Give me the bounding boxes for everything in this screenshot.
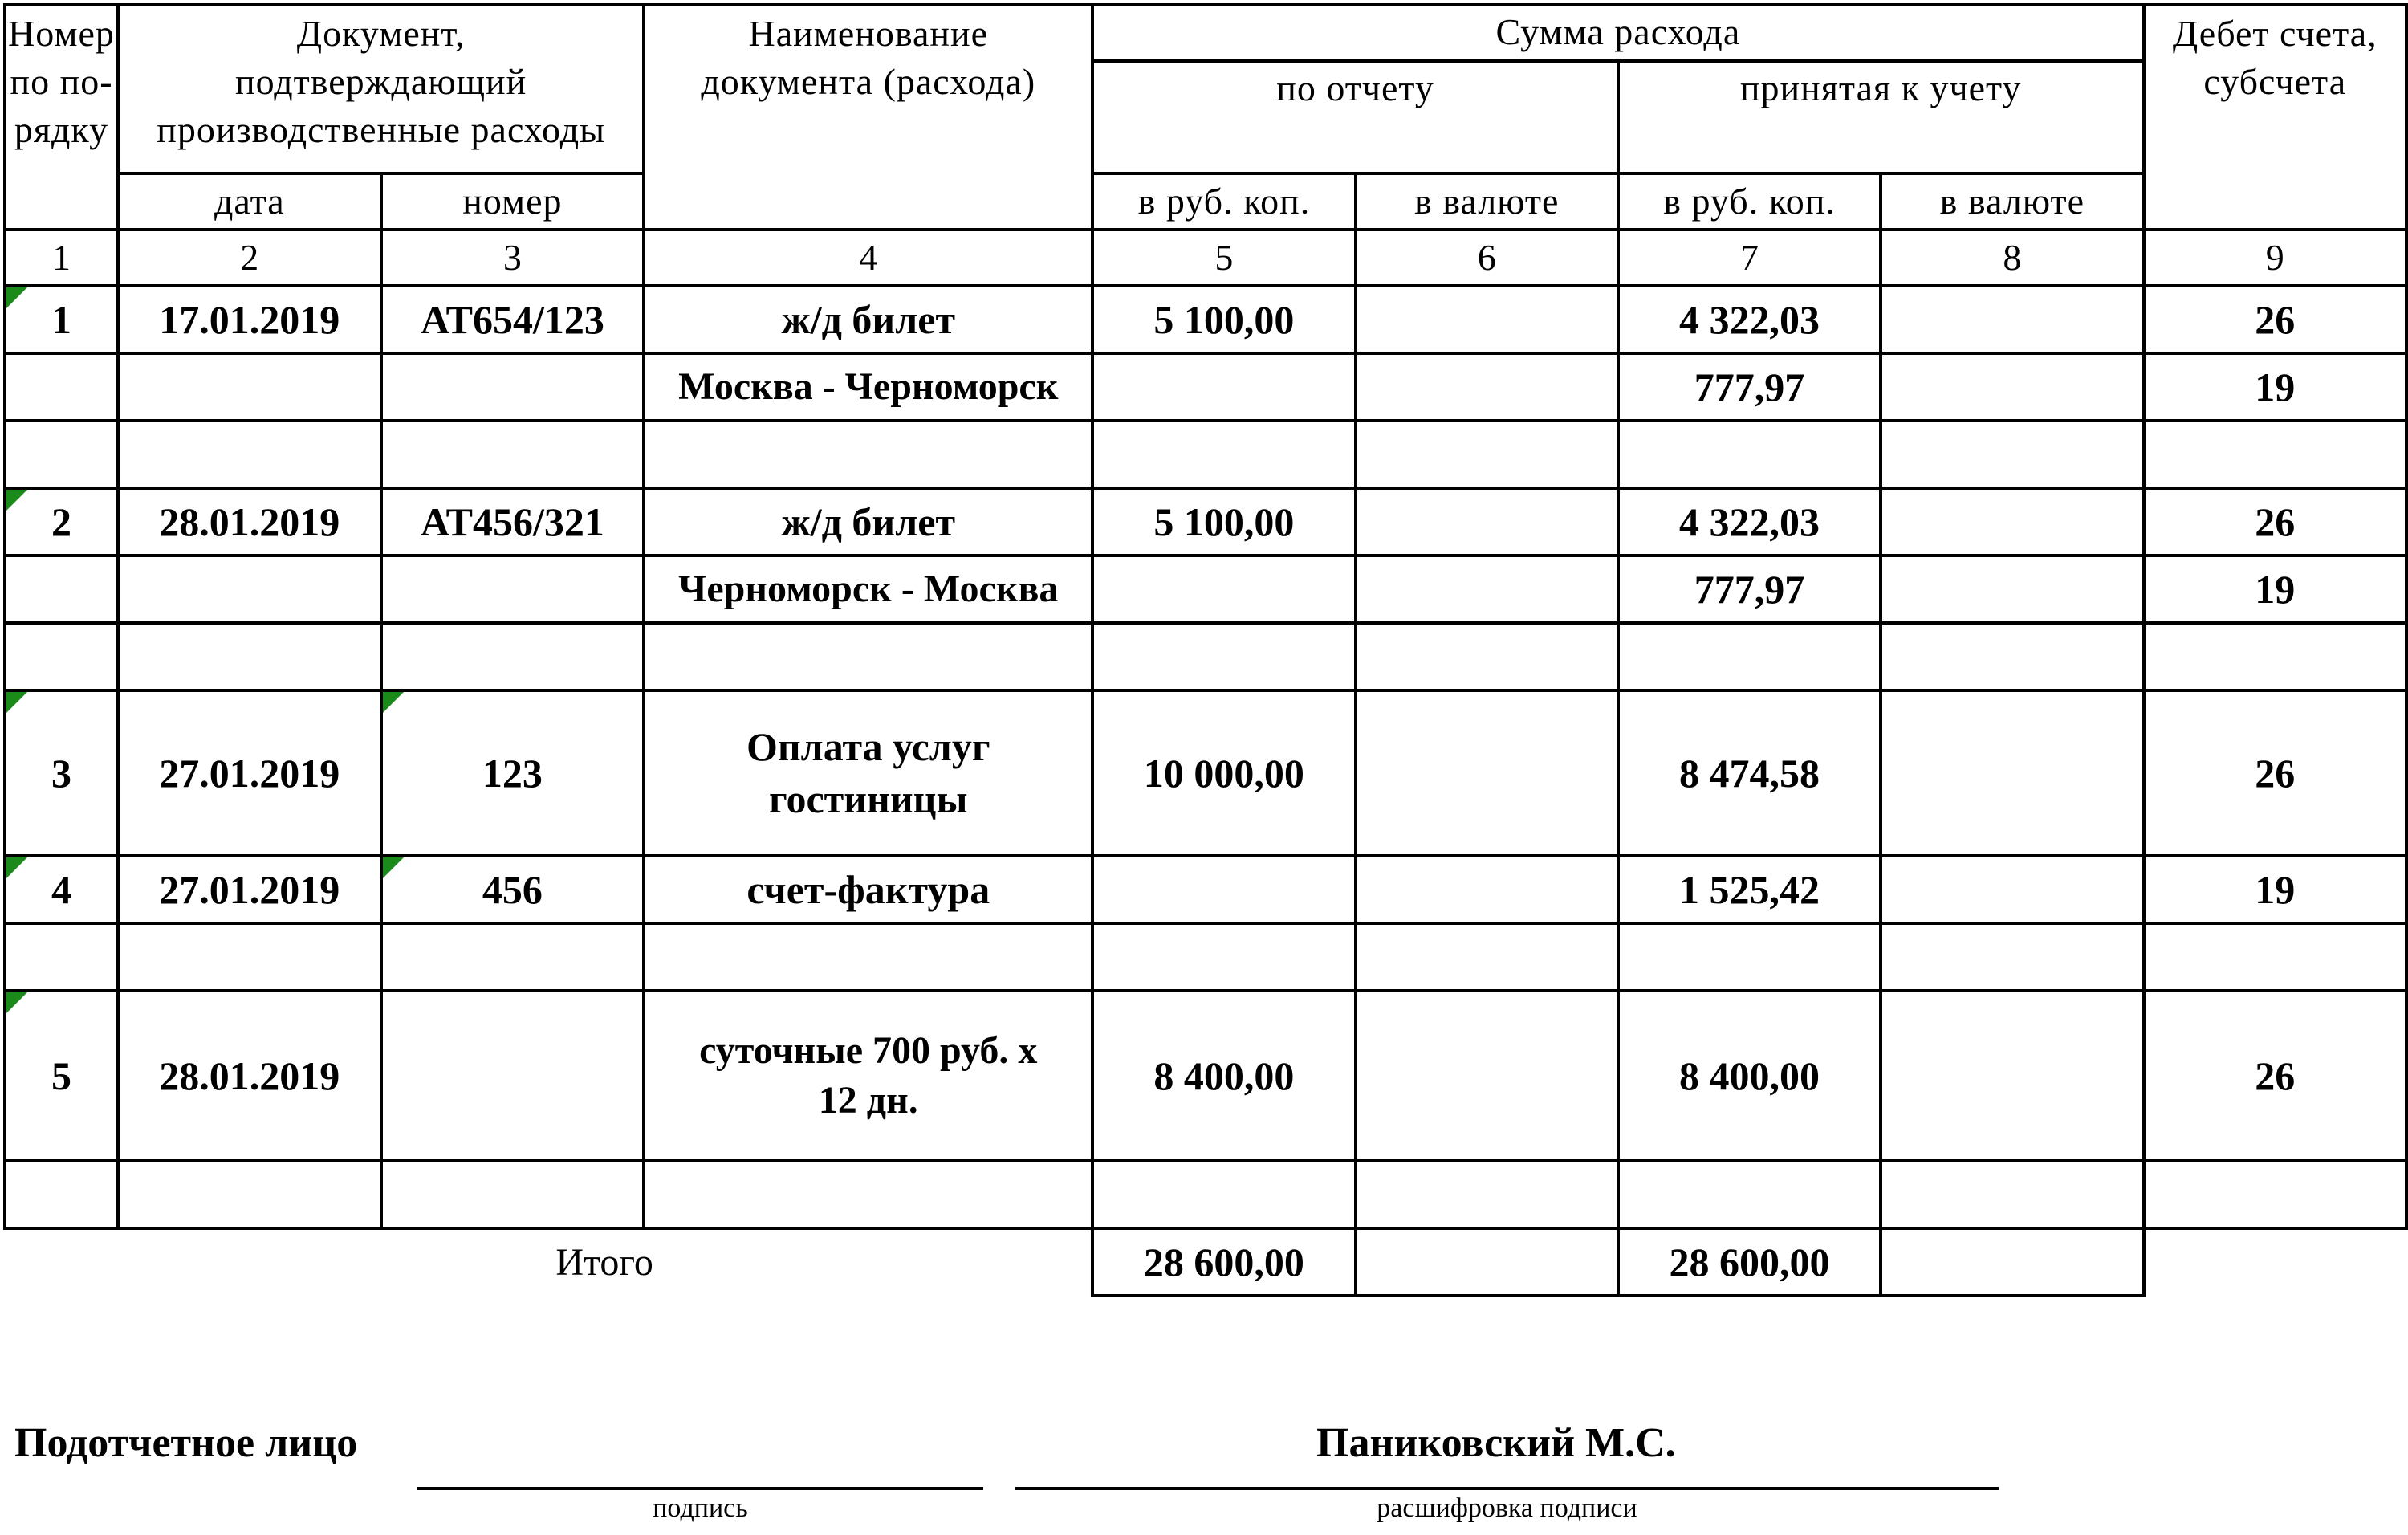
cell-date [118, 421, 381, 488]
cell-date [118, 623, 381, 690]
cell-accepted-currency [1881, 1161, 2143, 1228]
cell-date: 27.01.2019 [118, 690, 381, 856]
cell-row-number [5, 556, 118, 623]
totals-spacer [2144, 1228, 2406, 1296]
cell-report-rub [1092, 923, 1355, 991]
header-accepted: принятая к учету [1618, 61, 2144, 173]
note-marker-icon [383, 692, 404, 713]
cell-date: 28.01.2019 [118, 991, 381, 1161]
note-marker-icon [6, 692, 27, 713]
cell-accepted-currency [1881, 856, 2143, 923]
cell-doc-number [381, 991, 645, 1161]
cell-row-number-text: 1 [51, 297, 71, 342]
cell-accepted-currency [1881, 286, 2143, 353]
table-row [5, 991, 2406, 1161]
cell-report-rub [1092, 353, 1355, 421]
cell-doc-number [381, 1161, 645, 1228]
note-marker-icon [6, 857, 27, 878]
cell-report-rub: 5 100,00 [1092, 488, 1355, 556]
cell-doc-name: ж/д билет [644, 286, 1092, 353]
column-number: 1 [5, 230, 118, 286]
cell-accepted-rub [1618, 421, 1881, 488]
column-number: 4 [644, 230, 1092, 286]
cell-report-currency [1356, 421, 1618, 488]
header-sum-group: Сумма расхода [1092, 5, 2143, 61]
cell-row-number [5, 421, 118, 488]
header-debit-line-2: субсчета [2203, 60, 2347, 102]
cell-doc-number [381, 556, 645, 623]
cell-accepted-rub: 1 525,42 [1618, 856, 1881, 923]
cell-doc-name: ж/д билет [644, 488, 1092, 556]
cell-doc-number [381, 690, 645, 856]
cell-row-number [5, 623, 118, 690]
header-document-group [118, 5, 644, 173]
cell-doc-name: счет-фактура [644, 856, 1092, 923]
cell-report-rub [1092, 421, 1355, 488]
signature-line [417, 1487, 983, 1490]
cell-debit: 26 [2144, 488, 2406, 556]
cell-doc-number [381, 421, 645, 488]
table-row [5, 856, 2406, 923]
cell-report-currency [1356, 623, 1618, 690]
cell-row-number [5, 991, 118, 1161]
cell-accepted-currency [1881, 923, 2143, 991]
cell-debit [2144, 421, 2406, 488]
header-doc-date: дата [118, 173, 381, 230]
signature-decode-line [1015, 1487, 1999, 1490]
header-document-line-3: производственные расходы [157, 108, 606, 150]
cell-debit: 26 [2144, 690, 2406, 856]
cell-debit: 26 [2144, 991, 2406, 1161]
header-doc-number: номер [381, 173, 645, 230]
cell-row-number [5, 488, 118, 556]
table-row [5, 488, 2406, 556]
cell-report-currency [1356, 991, 1618, 1161]
cell-doc-number [381, 923, 645, 991]
cell-doc-name [644, 623, 1092, 690]
totals-report-currency [1356, 1228, 1618, 1296]
cell-date [118, 1161, 381, 1228]
column-number: 6 [1356, 230, 1618, 286]
cell-doc-name [644, 923, 1092, 991]
cell-doc-name [644, 690, 1092, 856]
cell-accepted-currency [1881, 488, 2143, 556]
cell-report-rub [1092, 556, 1355, 623]
cell-debit: 19 [2144, 556, 2406, 623]
table-row [5, 556, 2406, 623]
table-row [5, 353, 2406, 421]
header-document-line-1: Документ, [296, 13, 466, 54]
cell-debit: 26 [2144, 286, 2406, 353]
cell-accepted-rub: 777,97 [1618, 353, 1881, 421]
cell-row-number [5, 690, 118, 856]
cell-report-currency [1356, 556, 1618, 623]
cell-accepted-currency [1881, 556, 2143, 623]
cell-report-currency [1356, 353, 1618, 421]
expense-table [3, 3, 2408, 1297]
table-row [5, 690, 2406, 856]
cell-report-rub [1092, 623, 1355, 690]
cell-doc-name [644, 991, 1092, 1161]
header-document-line-2: подтверждающий [234, 60, 527, 102]
column-number: 3 [381, 230, 645, 286]
totals-spacer [5, 1228, 118, 1296]
cell-accepted-rub: 777,97 [1618, 556, 1881, 623]
header-name-line-1: Наименование [748, 13, 989, 54]
totals-accepted-rub: 28 600,00 [1618, 1228, 1881, 1296]
header-name-line-2: документа (расхода) [701, 60, 1036, 102]
totals-label: Итого [555, 1241, 653, 1285]
cell-doc-name-line-1: суточные 700 руб. х [699, 1028, 1038, 1072]
totals-accepted-currency [1881, 1228, 2143, 1296]
cell-report-currency [1356, 286, 1618, 353]
cell-doc-name [644, 1161, 1092, 1228]
cell-row-number [5, 1161, 118, 1228]
cell-date [118, 556, 381, 623]
note-marker-icon [6, 490, 27, 511]
cell-accepted-rub [1618, 923, 1881, 991]
cell-row-number-text: 5 [51, 1053, 71, 1098]
cell-date: 27.01.2019 [118, 856, 381, 923]
cell-row-number-text: 4 [51, 867, 71, 912]
table-row [5, 923, 2406, 991]
header-report-rub: в руб. коп. [1092, 173, 1355, 230]
cell-accepted-currency [1881, 353, 2143, 421]
header-row-number-line-1: Номер [8, 13, 115, 54]
cell-doc-number: АТ654/123 [381, 286, 645, 353]
header-row-bottom [5, 173, 2406, 230]
accountable-person-label: Подотчетное лицо [14, 1420, 358, 1466]
cell-doc-name-line-1: Оплата услуг [746, 724, 990, 769]
column-number: 8 [1881, 230, 2143, 286]
cell-report-currency [1356, 690, 1618, 856]
cell-doc-name [644, 421, 1092, 488]
column-number: 7 [1618, 230, 1881, 286]
cell-doc-name: Москва - Черноморск [644, 353, 1092, 421]
cell-date [118, 353, 381, 421]
cell-debit: 19 [2144, 353, 2406, 421]
cell-row-number [5, 856, 118, 923]
cell-report-currency [1356, 856, 1618, 923]
cell-row-number [5, 923, 118, 991]
signature-decode-caption: расшифровка подписи [1377, 1493, 1637, 1523]
cell-accepted-currency [1881, 991, 2143, 1161]
note-marker-icon [6, 287, 27, 308]
accountable-person-name: Паниковский М.С. [1316, 1420, 1676, 1466]
table-row [5, 1161, 2406, 1228]
header-document-name [644, 5, 1092, 230]
cell-accepted-rub: 4 322,03 [1618, 286, 1881, 353]
cell-date [118, 923, 381, 991]
header-debit-line-1: Дебет счета, [2172, 13, 2377, 54]
cell-row-number [5, 353, 118, 421]
cell-doc-number-text: 123 [482, 751, 543, 796]
cell-accepted-currency [1881, 690, 2143, 856]
table-row [5, 623, 2406, 690]
header-debit [2144, 5, 2406, 230]
cell-row-number-text: 2 [51, 499, 71, 544]
note-marker-icon [6, 992, 27, 1013]
cell-doc-number: АТ456/321 [381, 488, 645, 556]
cell-debit [2144, 1161, 2406, 1228]
header-by-report: по отчету [1092, 61, 1618, 173]
cell-report-currency [1356, 488, 1618, 556]
cell-accepted-currency [1881, 623, 2143, 690]
cell-doc-number [381, 856, 645, 923]
totals-row [5, 1228, 2406, 1296]
cell-date: 28.01.2019 [118, 488, 381, 556]
cell-doc-name: Черноморск - Москва [644, 556, 1092, 623]
cell-doc-number [381, 623, 645, 690]
column-number: 9 [2144, 230, 2406, 286]
cell-row-number [5, 286, 118, 353]
header-row-number [5, 5, 118, 230]
header-report-currency: в валюте [1356, 173, 1618, 230]
cell-debit [2144, 923, 2406, 991]
cell-accepted-rub [1618, 623, 1881, 690]
table-row [5, 286, 2406, 353]
signature-caption: подпись [653, 1493, 748, 1523]
header-row-number-line-3: рядку [14, 108, 109, 150]
header-accepted-rub: в руб. коп. [1618, 173, 1881, 230]
cell-report-rub [1092, 1161, 1355, 1228]
cell-report-rub: 5 100,00 [1092, 286, 1355, 353]
cell-accepted-rub: 8 474,58 [1618, 690, 1881, 856]
cell-debit [2144, 623, 2406, 690]
cell-date: 17.01.2019 [118, 286, 381, 353]
note-marker-icon [383, 857, 404, 878]
header-row-number-line-2: по по- [10, 60, 113, 102]
cell-doc-number [381, 353, 645, 421]
column-number-row [5, 230, 2406, 286]
header-row-top [5, 5, 2406, 61]
cell-doc-name-line-2: гостиницы [769, 776, 968, 821]
cell-report-currency [1356, 1161, 1618, 1228]
cell-report-currency [1356, 923, 1618, 991]
cell-report-rub: 10 000,00 [1092, 690, 1355, 856]
table-row [5, 421, 2406, 488]
cell-report-rub [1092, 856, 1355, 923]
header-accepted-currency: в валюте [1881, 173, 2143, 230]
cell-row-number-text: 3 [51, 751, 71, 796]
column-number: 5 [1092, 230, 1355, 286]
cell-doc-name-line-2: 12 дн. [818, 1079, 918, 1122]
cell-accepted-rub: 4 322,03 [1618, 488, 1881, 556]
cell-accepted-rub: 8 400,00 [1618, 991, 1881, 1161]
cell-report-rub: 8 400,00 [1092, 991, 1355, 1161]
totals-report-rub: 28 600,00 [1092, 1228, 1355, 1296]
column-number: 2 [118, 230, 381, 286]
cell-accepted-rub [1618, 1161, 1881, 1228]
cell-doc-number-text: 456 [482, 867, 543, 912]
cell-accepted-currency [1881, 421, 2143, 488]
cell-debit: 19 [2144, 856, 2406, 923]
